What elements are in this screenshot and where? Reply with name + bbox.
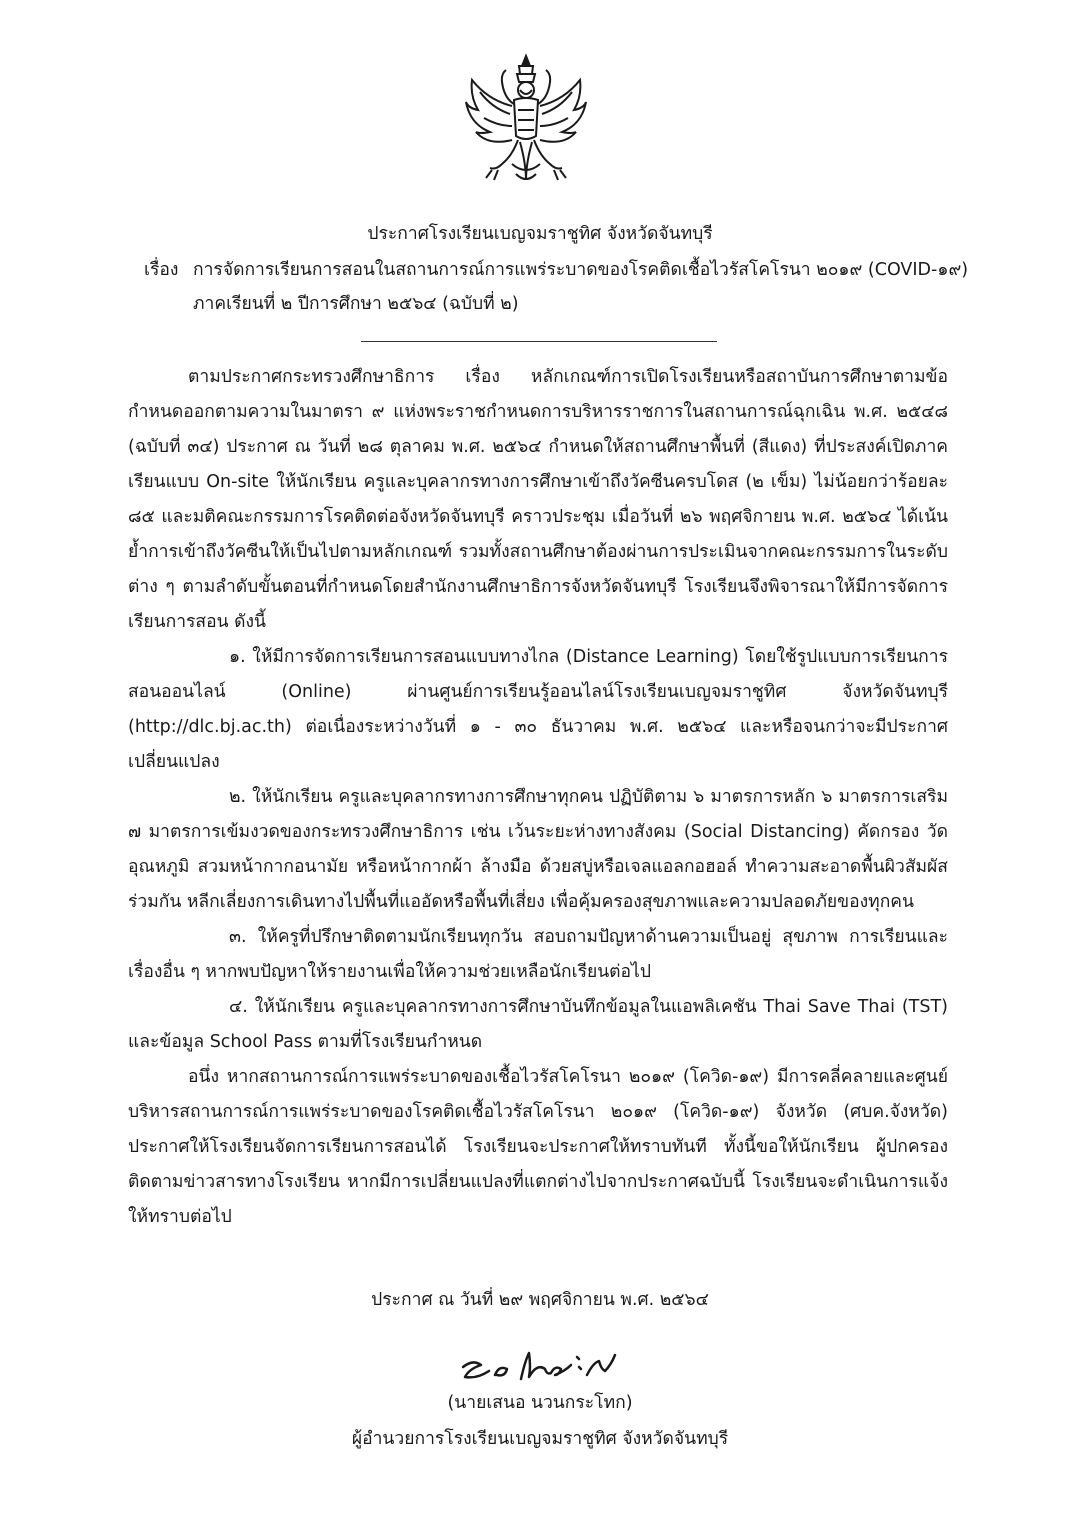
signature-icon — [455, 1345, 635, 1387]
announcement-date: ประกาศ ณ วันที่ ๒๙ พฤศจิกายน พ.ศ. ๒๕๖๔ — [371, 1290, 709, 1310]
intro-paragraph: ตามประกาศกระทรวงศึกษาธิการ เรื่อง หลักเกณฑ์การเปิดโรงเรียนหรือสถาบันการศึกษาตามข้อกำหนดออกตามความในมาตรา ๙ แห่งพระราชกำหนดการบริหารราชการในสถานการณ์ฉุกเฉิน พ.ศ. ๒๕๔๘ (ฉบับที่ ๓๔) ประกาศ ณ วันที่ ๒๘ ตุลาคม พ.ศ. ๒๕๖๔ กำหนดให้สถานศึกษาพื้นที่ (สีแดง) ที่ประสงค์เปิดภาคเรียนแบบ On-site ให้นักเรียน ครูและบุคลากรทางการศึกษาเข้าถึงวัคซีนครบโดส (๒ เข็ม) ไม่น้อยกว่าร้อยละ ๘๕ และมติคณะกรรมการโรคติดต่อจังหวัดจันทบุรี คราวประชุม เมื่อวันที่ ๒๖ พฤศจิกายน พ.ศ. ๒๕๖๔ ได้เน้นย้ำการเข้าถึงวัคซีนให้เป็นไปตามหลักเกณฑ์ รวมทั้งสถานศึกษาต้องผ่านการประเมินจากคณะกรรมการในระดับต่าง ๆ ตามลำดับขั้นตอนที่กำหนดโดยสำนักงานศึกษาธิการจังหวัดจันทบุรี โรงเรียนจึงพิจารณาให้มีการจัดการเรียนการสอน ดังนี้ — [128, 367, 948, 632]
title-divider — [361, 341, 717, 342]
closing-paragraph: อนึ่ง หากสถานการณ์การแพร่ระบาดของเชื้อไวรัสโคโรนา ๒๐๑๙ (โควิด-๑๙) มีการคลี่คลายและศูนย์บริหารสถานการณ์การแพร่ระบาดของโรคติดเชื้อไวรัสโคโรนา ๒๐๑๙ (โควิด-๑๙) จังหวัด (ศบค.จังหวัด) ประกาศให้โรงเรียนจัดการเรียนการสอนได้ โรงเรียนจะประกาศให้ทราบทันที ทั้งนี้ขอให้นักเรียน ผู้ปกครองติดตามข่าวสารทางโรงเรียน หากมีการเปลี่ยนแปลงที่แตกต่างไปจากประกาศฉบับนี้ โรงเรียนจะดำเนินการแจ้งให้ทราบต่อไป — [128, 1067, 948, 1227]
subject-line-1: การจัดการเรียนการสอนในสถานการณ์การแพร่ระบาดของโรคติดเชื้อไวรัสโคโรนา ๒๐๑๙ (COVID-๑๙) — [193, 260, 969, 280]
garuda-emblem-icon — [462, 52, 590, 192]
item-2: ๒. ให้นักเรียน ครูและบุคลากรทางการศึกษาทุกคน ปฏิบัติตาม ๖ มาตรการหลัก ๖ มาตรการเสริม ๗ มาตรการเข้มงวดของกระทรวงศึกษาธิการ เช่น เว้นระยะห่างทางสังคม (Social Distancing) คัดกรอง วัดอุณหภูมิ สวมหน้ากากอนามัย หรือหน้ากากผ้า ล้างมือ ด้วยสบู่หรือเจลแอลกอฮอล์ ทำความสะอาดพื้นผิวสัมผัสร่วมกัน หลีกเลี่ยงการเดินทางไปพื้นที่แออัดหรือพื้นที่เสี่ยง เพื่อคุ้มครองสุขภาพและความปลอดภัยของทุกคน — [128, 787, 948, 912]
item-4: ๔. ให้นักเรียน ครูและบุคลากรทางการศึกษาบันทึกข้อมูลในแอพลิเคชัน Thai Save Thai (TST) และข้อมูล School Pass ตามที่โรงเรียนกำหนด — [128, 997, 948, 1052]
subject-line-2: ภาคเรียนที่ ๒ ปีการศึกษา ๒๕๖๔ (ฉบับที่ ๒) — [193, 294, 519, 314]
item-1: ๑. ให้มีการจัดการเรียนการสอนแบบทางไกล (Distance Learning) โดยใช้รูปแบบการเรียนการสอนออนไลน์ (Online) ผ่านศูนย์การเรียนรู้ออนไลน์โรงเรียนเบญจมราชูทิศ จังหวัดจันทบุรี (http://dlc.bj.ac.th) ต่อเนื่องระหว่างวันที่ ๑ - ๓๐ ธันวาคม พ.ศ. ๒๕๖๔ และหรือจนกว่าจะมีประกาศเปลี่ยนแปลง — [128, 647, 948, 772]
signer-position: ผู้อำนวยการโรงเรียนเบญจมราชูทิศ จังหวัดจันทบุรี — [351, 1429, 729, 1449]
signer-name: (นายเสนอ นวนกระโทก) — [447, 1393, 633, 1413]
subject-label: เรื่อง — [144, 260, 179, 280]
announcer-heading: ประกาศโรงเรียนเบญจมราชูทิศ จังหวัดจันทบุรี — [367, 224, 713, 244]
item-3: ๓. ให้ครูที่ปรึกษาติดตามนักเรียนทุกวัน สอบถามปัญหาด้านความเป็นอยู่ สุขภาพ การเรียนและเรื่องอื่น ๆ หากพบปัญหาให้รายงานเพื่อให้ความช่วยเหลือนักเรียนต่อไป — [128, 927, 948, 982]
announcement-body — [128, 360, 948, 1235]
